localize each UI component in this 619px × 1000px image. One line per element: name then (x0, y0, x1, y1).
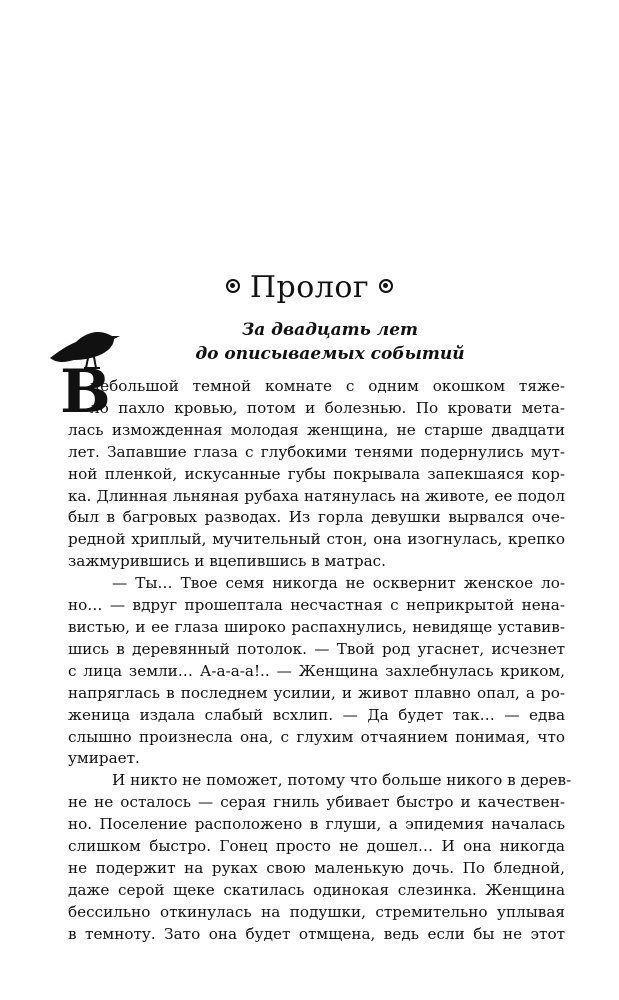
text-line: но… — вдруг прошептала несчастная с неприкрытой нена- (68, 596, 565, 615)
text-line: вистью, и ее глаза широко распахнулись, невидяще уставив- (68, 617, 565, 636)
subtitle-line-1: За двадцать лет (241, 320, 419, 340)
subtitle-line-2: до описываемых событий (195, 344, 465, 364)
text-line: — Ты… Твое семя никогда не осквернит женское ло- (112, 574, 565, 593)
text-line: ло пахло кровью, потом и болезнью. По кровати мета- (90, 398, 565, 417)
text-line: умирает. (68, 749, 140, 768)
text-line: даже серой щеке скатилась одинокая слезинка. Женщина (68, 880, 565, 899)
text-line: был в багровых разводах. Из горла девушки вырвался оче- (68, 508, 565, 527)
chapter-title: Пролог (249, 270, 370, 305)
text-line: ка. Длинная льняная рубаха натянулась на животе, ее подол (68, 486, 565, 505)
text-line: ной пленкой, искусанные губы покрывала запекшаяся кор- (68, 464, 565, 483)
text-line: слишком быстро. Гонец просто не дошел… И она никогда (68, 837, 565, 856)
text-line: в темноту. Зато она будет отмщена, ведь если бы не этот (68, 924, 565, 943)
text-line: лет. Запавшие глаза с глубокими тенями подернулись мут- (68, 442, 565, 461)
text-line: редной хриплый, мучительный стон, она изогнулась, крепко (68, 530, 565, 549)
text-line: напряглась в последнем усилии, и живот плавно опал, а ро- (68, 683, 565, 702)
text-line: зажмурившись и вцепившись в матрас. (68, 552, 386, 571)
text-line: шись в деревянный потолок. — Твой род угаснет, исчезнет (68, 639, 565, 658)
dropcap-text: В (60, 357, 111, 427)
text-line: не подержит на руках свою маленькую дочь. По бледной, (68, 858, 565, 877)
text-line: И никто не поможет, потому что больше никого в дерев- (112, 771, 572, 790)
text-line: но. Поселение расположено в глуши, а эпидемия началась (68, 815, 565, 834)
text-line: слышно произнесла она, с глухим отчаянием понимая, что (68, 727, 565, 746)
ornament-right-icon (379, 279, 393, 293)
chapter-subtitle (140, 318, 520, 366)
ornament-left-icon (226, 279, 240, 293)
text-line: небольшой темной комнате с одним окошком тяже- (90, 377, 565, 395)
chapter-body (68, 376, 572, 946)
text-line: бессильно откинулась на подушки, стремительно уплывая (68, 902, 565, 921)
text-line: лась изможденная молодая женщина, не старше двадцати (68, 420, 565, 439)
text-line: с лица земли… А-а-а-а!.. — Женщина захлебнулась криком, (68, 661, 565, 680)
text-line: женица издала слабый всхлип. — Да будет так… — едва (68, 705, 565, 724)
text-line: не не осталось — серая гниль убивает быстро и качествен- (68, 793, 565, 812)
chapter-heading (0, 268, 619, 308)
